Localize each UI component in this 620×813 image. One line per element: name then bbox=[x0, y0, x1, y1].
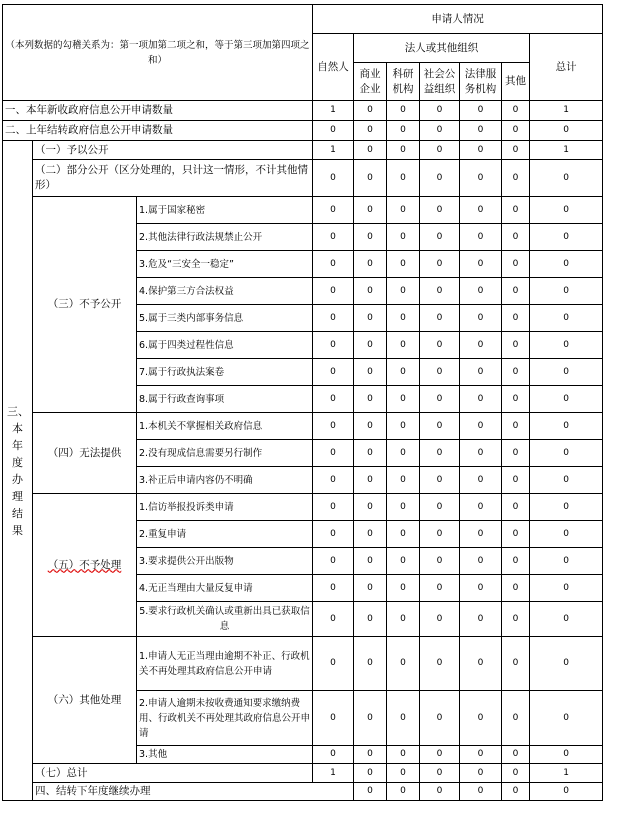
value-cell: 0 bbox=[420, 160, 460, 197]
value-cell: 0 bbox=[420, 305, 460, 332]
value-cell: 0 bbox=[387, 764, 420, 783]
value-cell: 0 bbox=[460, 251, 502, 278]
row-result-total bbox=[3, 764, 603, 783]
value-cell: 0 bbox=[387, 160, 420, 197]
value-cell: 0 bbox=[530, 197, 603, 224]
value-cell: 0 bbox=[460, 160, 502, 197]
row-label: 3.其他 bbox=[137, 746, 313, 764]
value-cell: 0 bbox=[502, 332, 530, 359]
value-cell: 0 bbox=[313, 602, 354, 637]
value-cell: 0 bbox=[387, 548, 420, 575]
value-cell: 0 bbox=[313, 413, 354, 440]
header-public-welfare: 社会公益组织 bbox=[420, 63, 460, 101]
row-label: （二）部分公开（区分处理的，只计这一情形，不计其他情形） bbox=[33, 160, 313, 197]
value-cell: 0 bbox=[354, 251, 387, 278]
row-label: 1.属于国家秘密 bbox=[137, 197, 313, 224]
value-cell: 0 bbox=[387, 251, 420, 278]
header-other: 其他 bbox=[502, 63, 530, 101]
value-cell: 0 bbox=[387, 691, 420, 746]
value-cell: 0 bbox=[502, 494, 530, 521]
row-disclosed bbox=[3, 141, 603, 160]
value-cell: 0 bbox=[420, 602, 460, 637]
value-cell: 0 bbox=[313, 386, 354, 413]
value-cell: 0 bbox=[460, 386, 502, 413]
value-cell: 0 bbox=[460, 413, 502, 440]
value-cell: 0 bbox=[387, 467, 420, 494]
row-label: 3.要求提供公开出版物 bbox=[137, 548, 313, 575]
value-cell: 0 bbox=[460, 575, 502, 602]
value-cell: 0 bbox=[313, 359, 354, 386]
value-cell: 0 bbox=[387, 359, 420, 386]
value-cell: 0 bbox=[530, 691, 603, 746]
value-cell: 0 bbox=[387, 602, 420, 637]
value-cell: 0 bbox=[313, 332, 354, 359]
value-cell: 1 bbox=[313, 101, 354, 121]
header-applicant: 申请人情况 bbox=[313, 5, 603, 34]
header-total: 总计 bbox=[530, 34, 603, 101]
value-cell: 0 bbox=[530, 305, 603, 332]
value-cell: 0 bbox=[460, 783, 502, 801]
value-cell: 0 bbox=[530, 602, 603, 637]
row-label: 4.无正当理由大量反复申请 bbox=[137, 575, 313, 602]
value-cell: 0 bbox=[313, 494, 354, 521]
value-cell: 0 bbox=[420, 746, 460, 764]
value-cell: 0 bbox=[313, 467, 354, 494]
value-cell: 0 bbox=[354, 783, 387, 801]
value-cell: 0 bbox=[387, 197, 420, 224]
row-label: 3.危及“三安全一稳定” bbox=[137, 251, 313, 278]
value-cell: 0 bbox=[420, 494, 460, 521]
value-cell: 0 bbox=[313, 521, 354, 548]
group-withheld-label: （三）不予公开 bbox=[33, 197, 137, 413]
value-cell: 0 bbox=[354, 141, 387, 160]
value-cell: 1 bbox=[530, 764, 603, 783]
value-cell: 0 bbox=[354, 548, 387, 575]
header-commercial: 商业企业 bbox=[354, 63, 387, 101]
value-cell: 0 bbox=[354, 278, 387, 305]
row-label: 二、上年结转政府信息公开申请数量 bbox=[3, 121, 313, 141]
row-label: 3.补正后申请内容仍不明确 bbox=[137, 467, 313, 494]
value-cell: 0 bbox=[530, 494, 603, 521]
value-cell: 0 bbox=[420, 413, 460, 440]
value-cell: 0 bbox=[387, 746, 420, 764]
value-cell: 0 bbox=[502, 413, 530, 440]
value-cell: 0 bbox=[354, 101, 387, 121]
value-cell: 0 bbox=[420, 521, 460, 548]
value-cell: 0 bbox=[313, 197, 354, 224]
value-cell: 0 bbox=[313, 691, 354, 746]
value-cell: 0 bbox=[354, 575, 387, 602]
value-cell: 0 bbox=[502, 746, 530, 764]
value-cell: 0 bbox=[460, 440, 502, 467]
value-cell: 0 bbox=[420, 141, 460, 160]
value-cell: 0 bbox=[502, 764, 530, 783]
row-label: 四、结转下年度继续办理 bbox=[33, 783, 354, 801]
value-cell: 0 bbox=[502, 160, 530, 197]
value-cell: 0 bbox=[530, 332, 603, 359]
value-cell: 0 bbox=[387, 386, 420, 413]
header-note: （本列数据的勾稽关系为：第一项加第二项之和，等于第三项加第四项之和） bbox=[3, 5, 313, 101]
value-cell: 0 bbox=[387, 521, 420, 548]
value-cell: 0 bbox=[420, 224, 460, 251]
value-cell: 0 bbox=[502, 575, 530, 602]
value-cell: 0 bbox=[387, 121, 420, 141]
value-cell: 0 bbox=[460, 359, 502, 386]
value-cell: 0 bbox=[460, 121, 502, 141]
value-cell: 0 bbox=[313, 440, 354, 467]
value-cell: 0 bbox=[420, 121, 460, 141]
value-cell: 0 bbox=[530, 521, 603, 548]
value-cell: 0 bbox=[313, 160, 354, 197]
value-cell: 0 bbox=[387, 101, 420, 121]
value-cell: 0 bbox=[530, 386, 603, 413]
value-cell: 0 bbox=[530, 637, 603, 691]
value-cell: 0 bbox=[420, 637, 460, 691]
value-cell: 0 bbox=[502, 121, 530, 141]
header-natural: 自然人 bbox=[313, 34, 354, 101]
value-cell: 0 bbox=[354, 746, 387, 764]
value-cell: 0 bbox=[387, 413, 420, 440]
value-cell: 0 bbox=[502, 440, 530, 467]
value-cell: 0 bbox=[354, 467, 387, 494]
value-cell: 0 bbox=[502, 637, 530, 691]
value-cell: 0 bbox=[420, 332, 460, 359]
value-cell: 0 bbox=[502, 251, 530, 278]
value-cell: 0 bbox=[354, 691, 387, 746]
value-cell: 0 bbox=[313, 251, 354, 278]
row-carry-forward bbox=[3, 783, 603, 801]
value-cell: 0 bbox=[460, 494, 502, 521]
value-cell: 0 bbox=[530, 575, 603, 602]
value-cell: 0 bbox=[387, 494, 420, 521]
row-label: 8.属于行政查询事项 bbox=[137, 386, 313, 413]
value-cell: 0 bbox=[420, 548, 460, 575]
row-partial bbox=[3, 160, 603, 197]
value-cell: 1 bbox=[313, 141, 354, 160]
row-not-processed-1 bbox=[3, 494, 603, 521]
value-cell: 1 bbox=[313, 764, 354, 783]
group-other-label: （六）其他处理 bbox=[33, 637, 137, 764]
row-new-applications bbox=[3, 101, 603, 121]
value-cell: 0 bbox=[387, 305, 420, 332]
value-cell: 0 bbox=[460, 637, 502, 691]
value-cell: 0 bbox=[502, 278, 530, 305]
value-cell: 0 bbox=[460, 467, 502, 494]
row-label: 6.属于四类过程性信息 bbox=[137, 332, 313, 359]
value-cell: 0 bbox=[460, 305, 502, 332]
value-cell: 0 bbox=[313, 637, 354, 691]
value-cell: 0 bbox=[460, 691, 502, 746]
value-cell: 0 bbox=[420, 197, 460, 224]
value-cell: 0 bbox=[354, 224, 387, 251]
value-cell: 0 bbox=[354, 332, 387, 359]
header-legal: 法人或其他组织 bbox=[354, 34, 530, 63]
value-cell: 0 bbox=[354, 160, 387, 197]
value-cell: 0 bbox=[387, 278, 420, 305]
value-cell: 0 bbox=[354, 305, 387, 332]
row-label: 1.本机关不掌握相关政府信息 bbox=[137, 413, 313, 440]
row-label: （一）予以公开 bbox=[33, 141, 313, 160]
value-cell: 0 bbox=[502, 305, 530, 332]
row-label: 1.申请人无正当理由逾期不补正、行政机关不再处理其政府信息公开申请 bbox=[137, 637, 313, 691]
value-cell: 0 bbox=[502, 386, 530, 413]
value-cell: 0 bbox=[530, 359, 603, 386]
value-cell: 0 bbox=[420, 575, 460, 602]
value-cell: 0 bbox=[387, 224, 420, 251]
row-label: 5.属于三类内部事务信息 bbox=[137, 305, 313, 332]
row-withheld-1 bbox=[3, 197, 603, 224]
value-cell: 0 bbox=[313, 278, 354, 305]
row-carried-over bbox=[3, 121, 603, 141]
value-cell: 0 bbox=[502, 467, 530, 494]
value-cell: 0 bbox=[530, 413, 603, 440]
row-label: 7.属于行政执法案卷 bbox=[137, 359, 313, 386]
value-cell: 0 bbox=[420, 101, 460, 121]
value-cell: 0 bbox=[420, 764, 460, 783]
row-label: 2.重复申请 bbox=[137, 521, 313, 548]
value-cell: 0 bbox=[387, 783, 420, 801]
value-cell: 0 bbox=[460, 197, 502, 224]
value-cell: 0 bbox=[460, 332, 502, 359]
value-cell: 0 bbox=[354, 440, 387, 467]
value-cell: 0 bbox=[460, 224, 502, 251]
value-cell: 0 bbox=[460, 764, 502, 783]
value-cell: 0 bbox=[420, 783, 460, 801]
row-label: 2.没有现成信息需要另行制作 bbox=[137, 440, 313, 467]
header-research: 科研机构 bbox=[387, 63, 420, 101]
value-cell: 0 bbox=[420, 440, 460, 467]
value-cell: 0 bbox=[460, 101, 502, 121]
value-cell: 0 bbox=[502, 141, 530, 160]
value-cell: 0 bbox=[530, 783, 603, 801]
value-cell: 0 bbox=[530, 467, 603, 494]
value-cell: 1 bbox=[530, 101, 603, 121]
value-cell: 0 bbox=[530, 121, 603, 141]
value-cell: 0 bbox=[354, 637, 387, 691]
group-not-processed-label: （五）不予处理 bbox=[33, 494, 137, 637]
value-cell: 0 bbox=[313, 746, 354, 764]
value-cell: 0 bbox=[354, 359, 387, 386]
value-cell: 0 bbox=[313, 548, 354, 575]
value-cell: 0 bbox=[460, 548, 502, 575]
value-cell: 0 bbox=[313, 575, 354, 602]
value-cell: 0 bbox=[313, 305, 354, 332]
value-cell: 1 bbox=[530, 141, 603, 160]
value-cell: 0 bbox=[460, 746, 502, 764]
value-cell: 0 bbox=[530, 746, 603, 764]
row-label: 2.申请人逾期未按收费通知要求缴纳费用、行政机关不再处理其政府信息公开申请 bbox=[137, 691, 313, 746]
value-cell: 0 bbox=[460, 141, 502, 160]
value-cell: 0 bbox=[530, 278, 603, 305]
row-label: 4.保护第三方合法权益 bbox=[137, 278, 313, 305]
row-unavailable-1 bbox=[3, 413, 603, 440]
value-cell: 0 bbox=[460, 521, 502, 548]
value-cell: 0 bbox=[420, 278, 460, 305]
value-cell: 0 bbox=[502, 691, 530, 746]
row-label: 1.信访举报投诉类申请 bbox=[137, 494, 313, 521]
value-cell: 0 bbox=[354, 602, 387, 637]
value-cell: 0 bbox=[502, 224, 530, 251]
row-label: （七）总计 bbox=[33, 764, 313, 783]
row-label: 2.其他法律行政法规禁止公开 bbox=[137, 224, 313, 251]
value-cell: 0 bbox=[313, 224, 354, 251]
value-cell: 0 bbox=[387, 141, 420, 160]
value-cell: 0 bbox=[354, 197, 387, 224]
value-cell: 0 bbox=[387, 637, 420, 691]
value-cell: 0 bbox=[354, 521, 387, 548]
value-cell: 0 bbox=[530, 160, 603, 197]
value-cell: 0 bbox=[420, 386, 460, 413]
value-cell: 0 bbox=[502, 359, 530, 386]
value-cell: 0 bbox=[502, 521, 530, 548]
value-cell: 0 bbox=[502, 548, 530, 575]
value-cell: 0 bbox=[420, 359, 460, 386]
value-cell: 0 bbox=[530, 224, 603, 251]
value-cell: 0 bbox=[354, 413, 387, 440]
value-cell: 0 bbox=[530, 440, 603, 467]
value-cell: 0 bbox=[460, 602, 502, 637]
header-legal-service: 法律服务机构 bbox=[460, 63, 502, 101]
value-cell: 0 bbox=[387, 332, 420, 359]
value-cell: 0 bbox=[502, 101, 530, 121]
row-label: 5.要求行政机关确认或重新出具已获取信息 bbox=[137, 602, 313, 637]
row-label: 一、本年新收政府信息公开申请数量 bbox=[3, 101, 313, 121]
value-cell: 0 bbox=[387, 575, 420, 602]
value-cell: 0 bbox=[530, 251, 603, 278]
group-unavailable-label: （四）无法提供 bbox=[33, 413, 137, 494]
value-cell: 0 bbox=[420, 691, 460, 746]
value-cell: 0 bbox=[420, 251, 460, 278]
section-three-label: 三、本年度办理结果 bbox=[3, 141, 33, 801]
row-other-1 bbox=[3, 637, 603, 691]
value-cell: 0 bbox=[502, 602, 530, 637]
value-cell: 0 bbox=[354, 386, 387, 413]
value-cell: 0 bbox=[354, 121, 387, 141]
value-cell: 0 bbox=[420, 467, 460, 494]
value-cell: 0 bbox=[460, 278, 502, 305]
disclosure-table bbox=[2, 4, 603, 801]
value-cell: 0 bbox=[354, 494, 387, 521]
value-cell: 0 bbox=[502, 783, 530, 801]
value-cell: 0 bbox=[387, 440, 420, 467]
value-cell: 0 bbox=[502, 197, 530, 224]
value-cell: 0 bbox=[354, 764, 387, 783]
value-cell: 0 bbox=[313, 121, 354, 141]
value-cell: 0 bbox=[530, 548, 603, 575]
